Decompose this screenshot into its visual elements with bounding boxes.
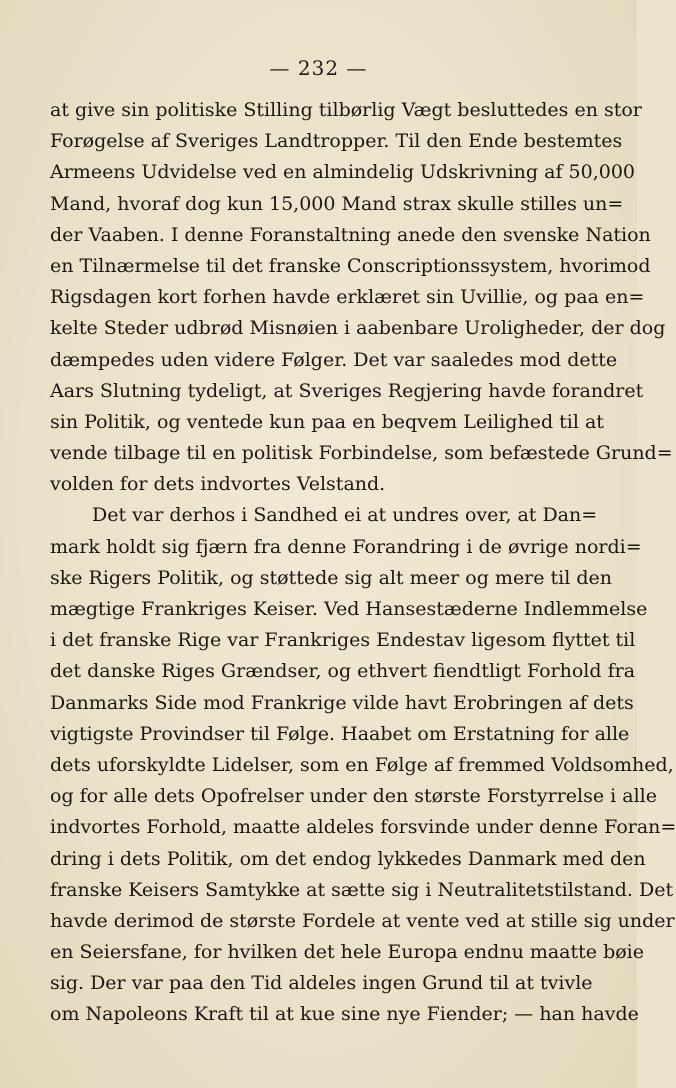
- text-line: Mand, hvoraf dog kun 15,000 Mand strax skulle stilles un=: [50, 192, 624, 215]
- paragraph: [50, 500, 676, 1030]
- text-line: dets uforskyldte Lidelser, som en Følge af fremmed Voldsomhed,: [50, 753, 674, 776]
- text-line: om Napoleons Kraft til at kue sine nye Fiender; — han havde: [50, 1003, 639, 1026]
- text-line: sig. Der var paa den Tid aldeles ingen Grund til at tvivle: [50, 972, 593, 995]
- text-line: Aars Slutning tydeligt, at Sveriges Regjering havde forandret: [50, 379, 644, 402]
- text-line: Armeens Udvidelse ved en almindelig Udskrivning af 50,000: [50, 161, 636, 184]
- text-line: Forøgelse af Sveriges Landtropper. Til den Ende bestemtes: [50, 130, 623, 153]
- text-line: franske Keisers Samtykke at sætte sig i Neutralitetstilstand. Det: [50, 878, 674, 901]
- text-line: Danmarks Side mod Frankrige vilde havt Erobringen af dets: [50, 691, 634, 714]
- text-line: ske Rigers Politik, og støttede sig alt meer og mere til den: [50, 566, 613, 589]
- text-line: dring i dets Politik, om det endog lykkedes Danmark med den: [50, 847, 646, 870]
- text-line: sin Politik, og ventede kun paa en beqvem Leilighed til at: [50, 410, 604, 433]
- page-number: — 232 —: [269, 56, 368, 80]
- text-line: dæmpedes uden videre Følger. Det var saaledes mod dette: [50, 348, 618, 371]
- text-line: en Seiersfane, for hvilken det hele Europa endnu maatte bøie: [50, 941, 644, 964]
- text-line: indvortes Forhold, maatte aldeles forsvinde under denne Foran=: [50, 816, 676, 839]
- text-line: mægtige Frankriges Keiser. Ved Hansestæderne Indlemmelse: [50, 598, 648, 620]
- text-line: vigtigste Provindser til Følge. Haabet om Erstatning for alle: [50, 722, 630, 745]
- text-line: Det var derhos i Sandhed ei at undres over, at Dan=: [92, 504, 598, 527]
- text-line: havde derimod de største Fordele at vente ved at stille sig under: [50, 909, 675, 932]
- paragraph: [50, 95, 673, 500]
- text-line: det danske Riges Grændser, og ethvert fiendtligt Forhold fra: [50, 660, 636, 683]
- text-line: en Tilnærmelse til det franske Conscriptionssystem, hvorimod: [50, 254, 651, 277]
- text-line: mark holdt sig fjærn fra denne Forandring i de øvrige nordi=: [50, 535, 642, 558]
- body-text: [50, 95, 676, 1031]
- text-line: at give sin politiske Stilling tilbørlig Vægt besluttedes en stor: [50, 99, 642, 121]
- text-line: der Vaaben. I denne Foranstaltning anede den svenske Nation: [50, 223, 651, 246]
- text-line: og for alle dets Opofrelser under den største Forstyrrelse i alle: [50, 785, 657, 808]
- text-line: volden for dets indvortes Velstand.: [50, 473, 386, 496]
- text-line: kelte Steder udbrød Misnøien i aabenbare Uroligheder, der dog: [50, 317, 666, 340]
- text-line: i det franske Rige var Frankriges Endestav ligesom flyttet til: [50, 629, 636, 652]
- text-line: Rigsdagen kort forhen havde erklæret sin Uvillie, og paa en=: [50, 286, 645, 309]
- text-line: vende tilbage til en politisk Forbindelse, som befæstede Grund=: [50, 442, 673, 465]
